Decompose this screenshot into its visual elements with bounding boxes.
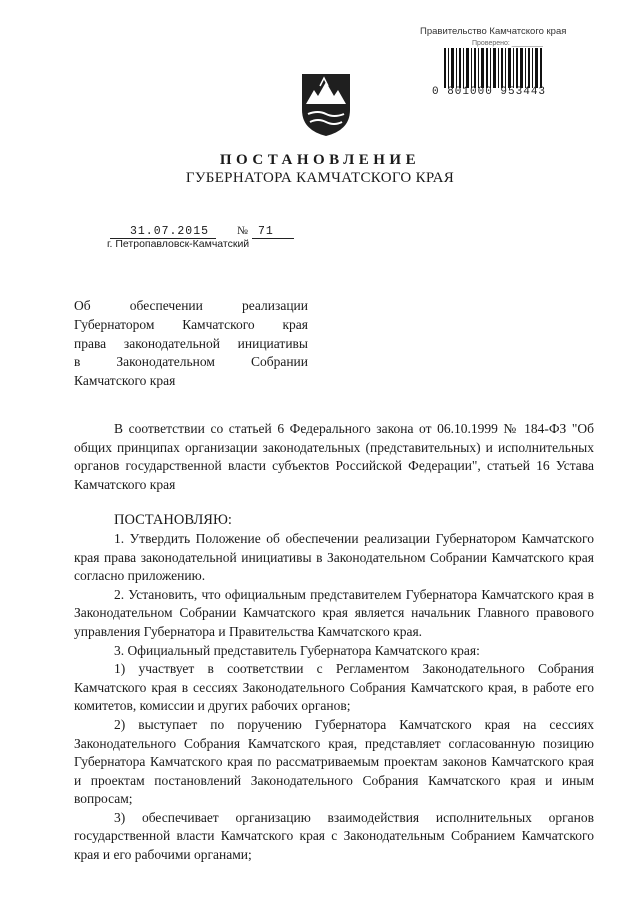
paragraph-3: 3. Официальный представитель Губернатора Камчатского края: <box>114 642 480 658</box>
document-date: 31.07.2015 <box>130 225 210 238</box>
paragraph-3-1: 1) участвует в соответствии с Регламентом Законодательного Собрания Камчатского края в сессиях Законодательного Собрания Камчатского края, в работе его комитетов, комиссии и других рабочих органов; <box>74 661 594 714</box>
subject-line: Камчатского края <box>74 373 176 389</box>
document-type-title: ПОСТАНОВЛЕНИЕ <box>219 152 421 168</box>
paragraph-3-2: 2) выступает по поручению Губернатора Камчатского края на сессиях Законодательного Собрания Камчатского края, представляет согласованную позицию Губернатора Камчатского края по рассматриваемым проектам законов Камчатского края и проектам постановлений Законодательного Собрания Камчатского края и иным вопросам; <box>74 716 594 807</box>
document-city: г. Петропавловск-Камчатский <box>107 238 250 250</box>
document-number: 71 <box>258 225 274 238</box>
number-sign: № <box>237 225 249 237</box>
paragraph-3-3: 3) обеспечивает организацию взаимодействия исполнительных органов государственной власти Камчатского края с Законодательным Собранием Камчатского края и его рабочими органами; <box>74 809 594 863</box>
subject-line: права законодательной инициативы <box>74 335 308 351</box>
document-body <box>74 420 594 865</box>
document-subject <box>74 297 308 391</box>
subject-line: Об обеспечении реализации <box>74 298 308 313</box>
subject-line: в Законодательном Собрании <box>74 354 308 370</box>
barcode-number: 0 801000 953443 <box>432 86 547 98</box>
paragraph-1: 1. Утвердить Положение об обеспечении реализации Губернатором Камчатского края права законодательной инициативы в Законодательном Собрании Камчатского края согласно приложению. <box>74 530 594 584</box>
subject-line: Губернатором Камчатского края <box>74 316 308 332</box>
issuer-title: ГУБЕРНАТОРА КАМЧАТСКОГО КРАЯ <box>185 170 455 186</box>
barcode-icon <box>444 48 542 88</box>
preamble-paragraph: В соответствии со статьей 6 Федерального закона от 06.10.1999 № 184-ФЗ "Об общих принципах организации законодательных (представительных) и исполнительных органов государственной власти субъектов Российской Федерации", статьей 16 Устава Камчатского края <box>74 421 594 492</box>
paragraph-2: 2. Установить, что официальным представителем Губернатора Камчатского края в Законодательном Собрании Камчатского края является начальник Главного правового управления Губернатора и Правительства Камчатского края. <box>74 586 594 639</box>
stamp-organization: Правительство Камчатского края <box>420 26 567 37</box>
stamp-subtitle: Проверено: ________ <box>472 40 543 47</box>
decree-word: ПОСТАНОВЛЯЮ: <box>114 512 232 529</box>
coat-of-arms-icon <box>298 70 354 138</box>
